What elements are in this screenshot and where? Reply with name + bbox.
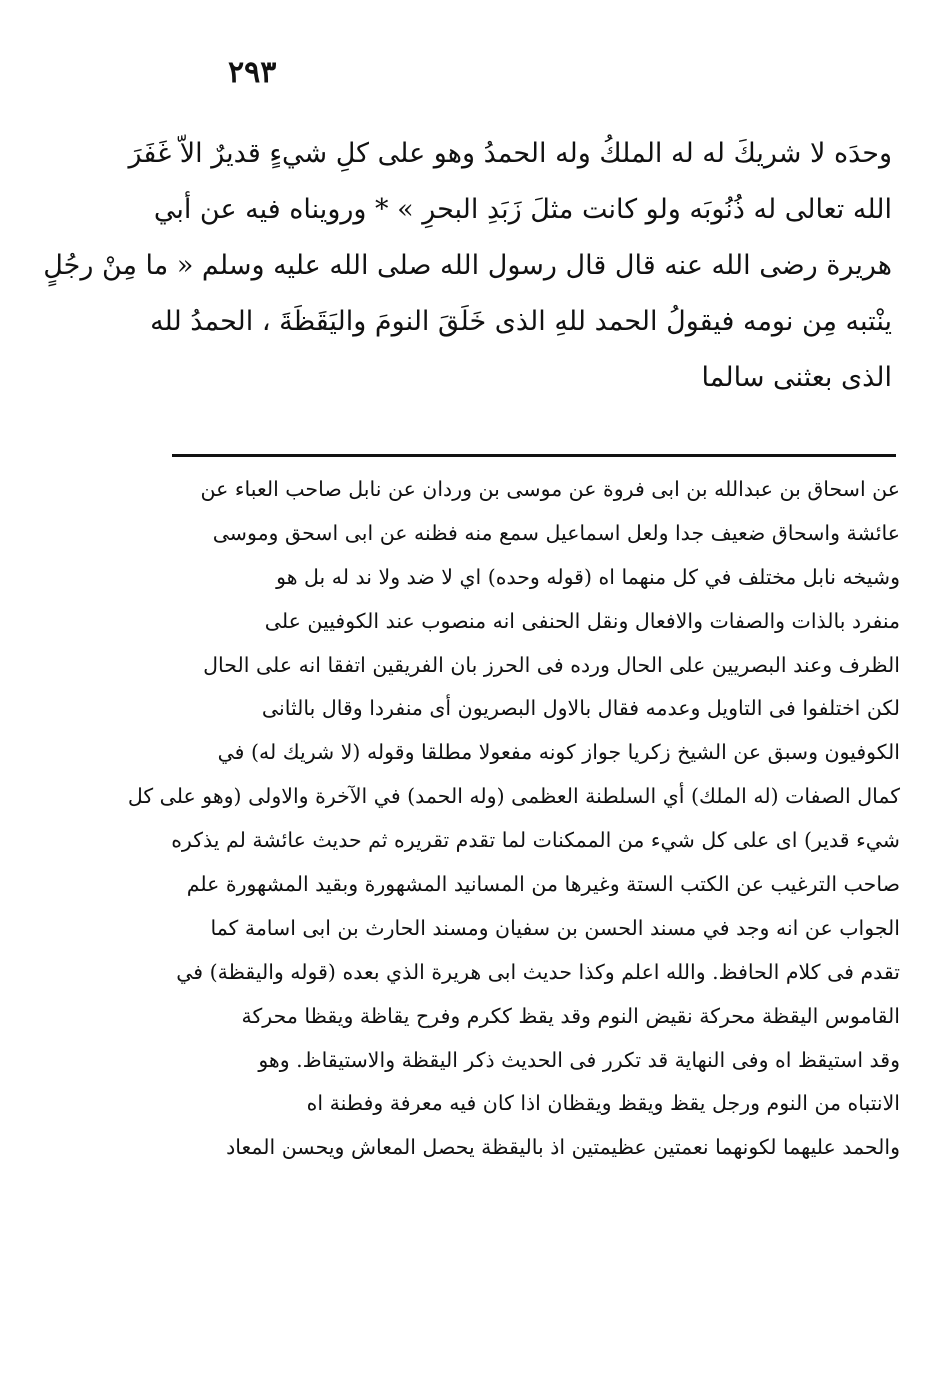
footnote-line: القاموس اليقظة محركة نقيض النوم وقد يقظ ككرم وفرح يقاظة ويقظا محركة — [241, 1003, 900, 1028]
footnote-line: عن اسحاق بن عبدالله بن ابى فروة عن موسى بن وردان عن نابل صاحب العباء عن — [200, 477, 900, 501]
main-text-line: هريرة رضى الله عنه قال قال رسول الله صلى الله عليه وسلم « ما مِنْ رجُلٍ — [43, 250, 892, 281]
main-text-line: الله تعالى له ذُنُوبَه ولو كانت مثلَ زَبَدِ البحرِ » * ورويناه فيه عن أبي — [153, 194, 892, 225]
footnote-line: الجواب عن انه وجد في مسند الحسن بن سفيان ومسند الحارث بن ابى اسامة كما — [210, 915, 900, 940]
footnote-line: وشيخه نابل مختلف في كل منهما اه (قوله وحده) اي لا ضد ولا ند له بل هو — [276, 564, 900, 589]
footnote-line: عائشة واسحاق ضعيف جدا ولعل اسماعيل سمع منه فظنه عن ابى اسحق وموسى — [212, 520, 900, 545]
footnote-line: تقدم فى كلام الحافظ. والله اعلم وكذا حديث ابى هريرة الذي بعده (قوله واليقظة) في — [176, 959, 900, 984]
footnote-line: صاحب الترغيب عن الكتب الستة وغيرها من المسانيد المشهورة وبقيد المشهورة علم — [186, 872, 900, 897]
main-text — [43, 126, 892, 406]
main-text-line: الذى بعثنى سالما — [701, 362, 892, 393]
footnote-line: والحمد عليهما لكونهما نعمتين عظيمتين اذ باليقظة يحصل المعاش ويحسن المعاد — [226, 1135, 900, 1160]
footnote-line: الانتباه من النوم ورجل يقظ ويقظ ويقظان اذا كان فيه معرفة وفطنة اه — [306, 1091, 900, 1116]
page-number: ٢٩٣ — [228, 55, 277, 90]
main-text-line: وحدَه لا شريكَ له له الملكُ وله الحمدُ وهو على كلِ شيءٍ قديرٌ الاّ غَفَرَ — [128, 138, 892, 169]
footnote-line: الظرف وعند البصريين على الحال ورده فى الحرز بان الفريقين اتفقا انه على الحال — [203, 652, 900, 677]
footnote-text — [127, 468, 900, 1170]
main-text-line: ينْتبه مِن نومه فيقولُ الحمد للهِ الذى خَلَقَ النومَ واليَقَظَةَ ، الحمدُ لله — [150, 306, 892, 337]
footnote-line: الكوفيون وسبق عن الشيخ زكريا جواز كونه مفعولا مطلقا وقوله (لا شريك له) في — [217, 740, 900, 765]
footnote-line: وقد استيقظ اه وفى النهاية قد تكرر فى الحديث ذكر اليقظة والاستيقاظ. وهو — [258, 1047, 900, 1072]
footnote-line: كمال الصفات (له الملك) أي السلطنة العظمى (وله الحمد) في الآخرة والاولى (وهو على كل — [127, 784, 900, 809]
footnote-divider — [172, 454, 896, 457]
footnote-line: لكن اختلفوا فى التاويل وعدمه فقال بالاول البصريون أى منفردا وقال بالثانى — [261, 696, 900, 721]
footnote-line: منفرد بالذات والصفات والافعال ونقل الحنفى انه منصوب عند الكوفيين على — [264, 608, 900, 633]
footnote-line: شيء قدير) اى على كل شيء من الممكنات لما تقدم تقريره ثم حديث عائشة لم يذكره — [171, 828, 900, 853]
